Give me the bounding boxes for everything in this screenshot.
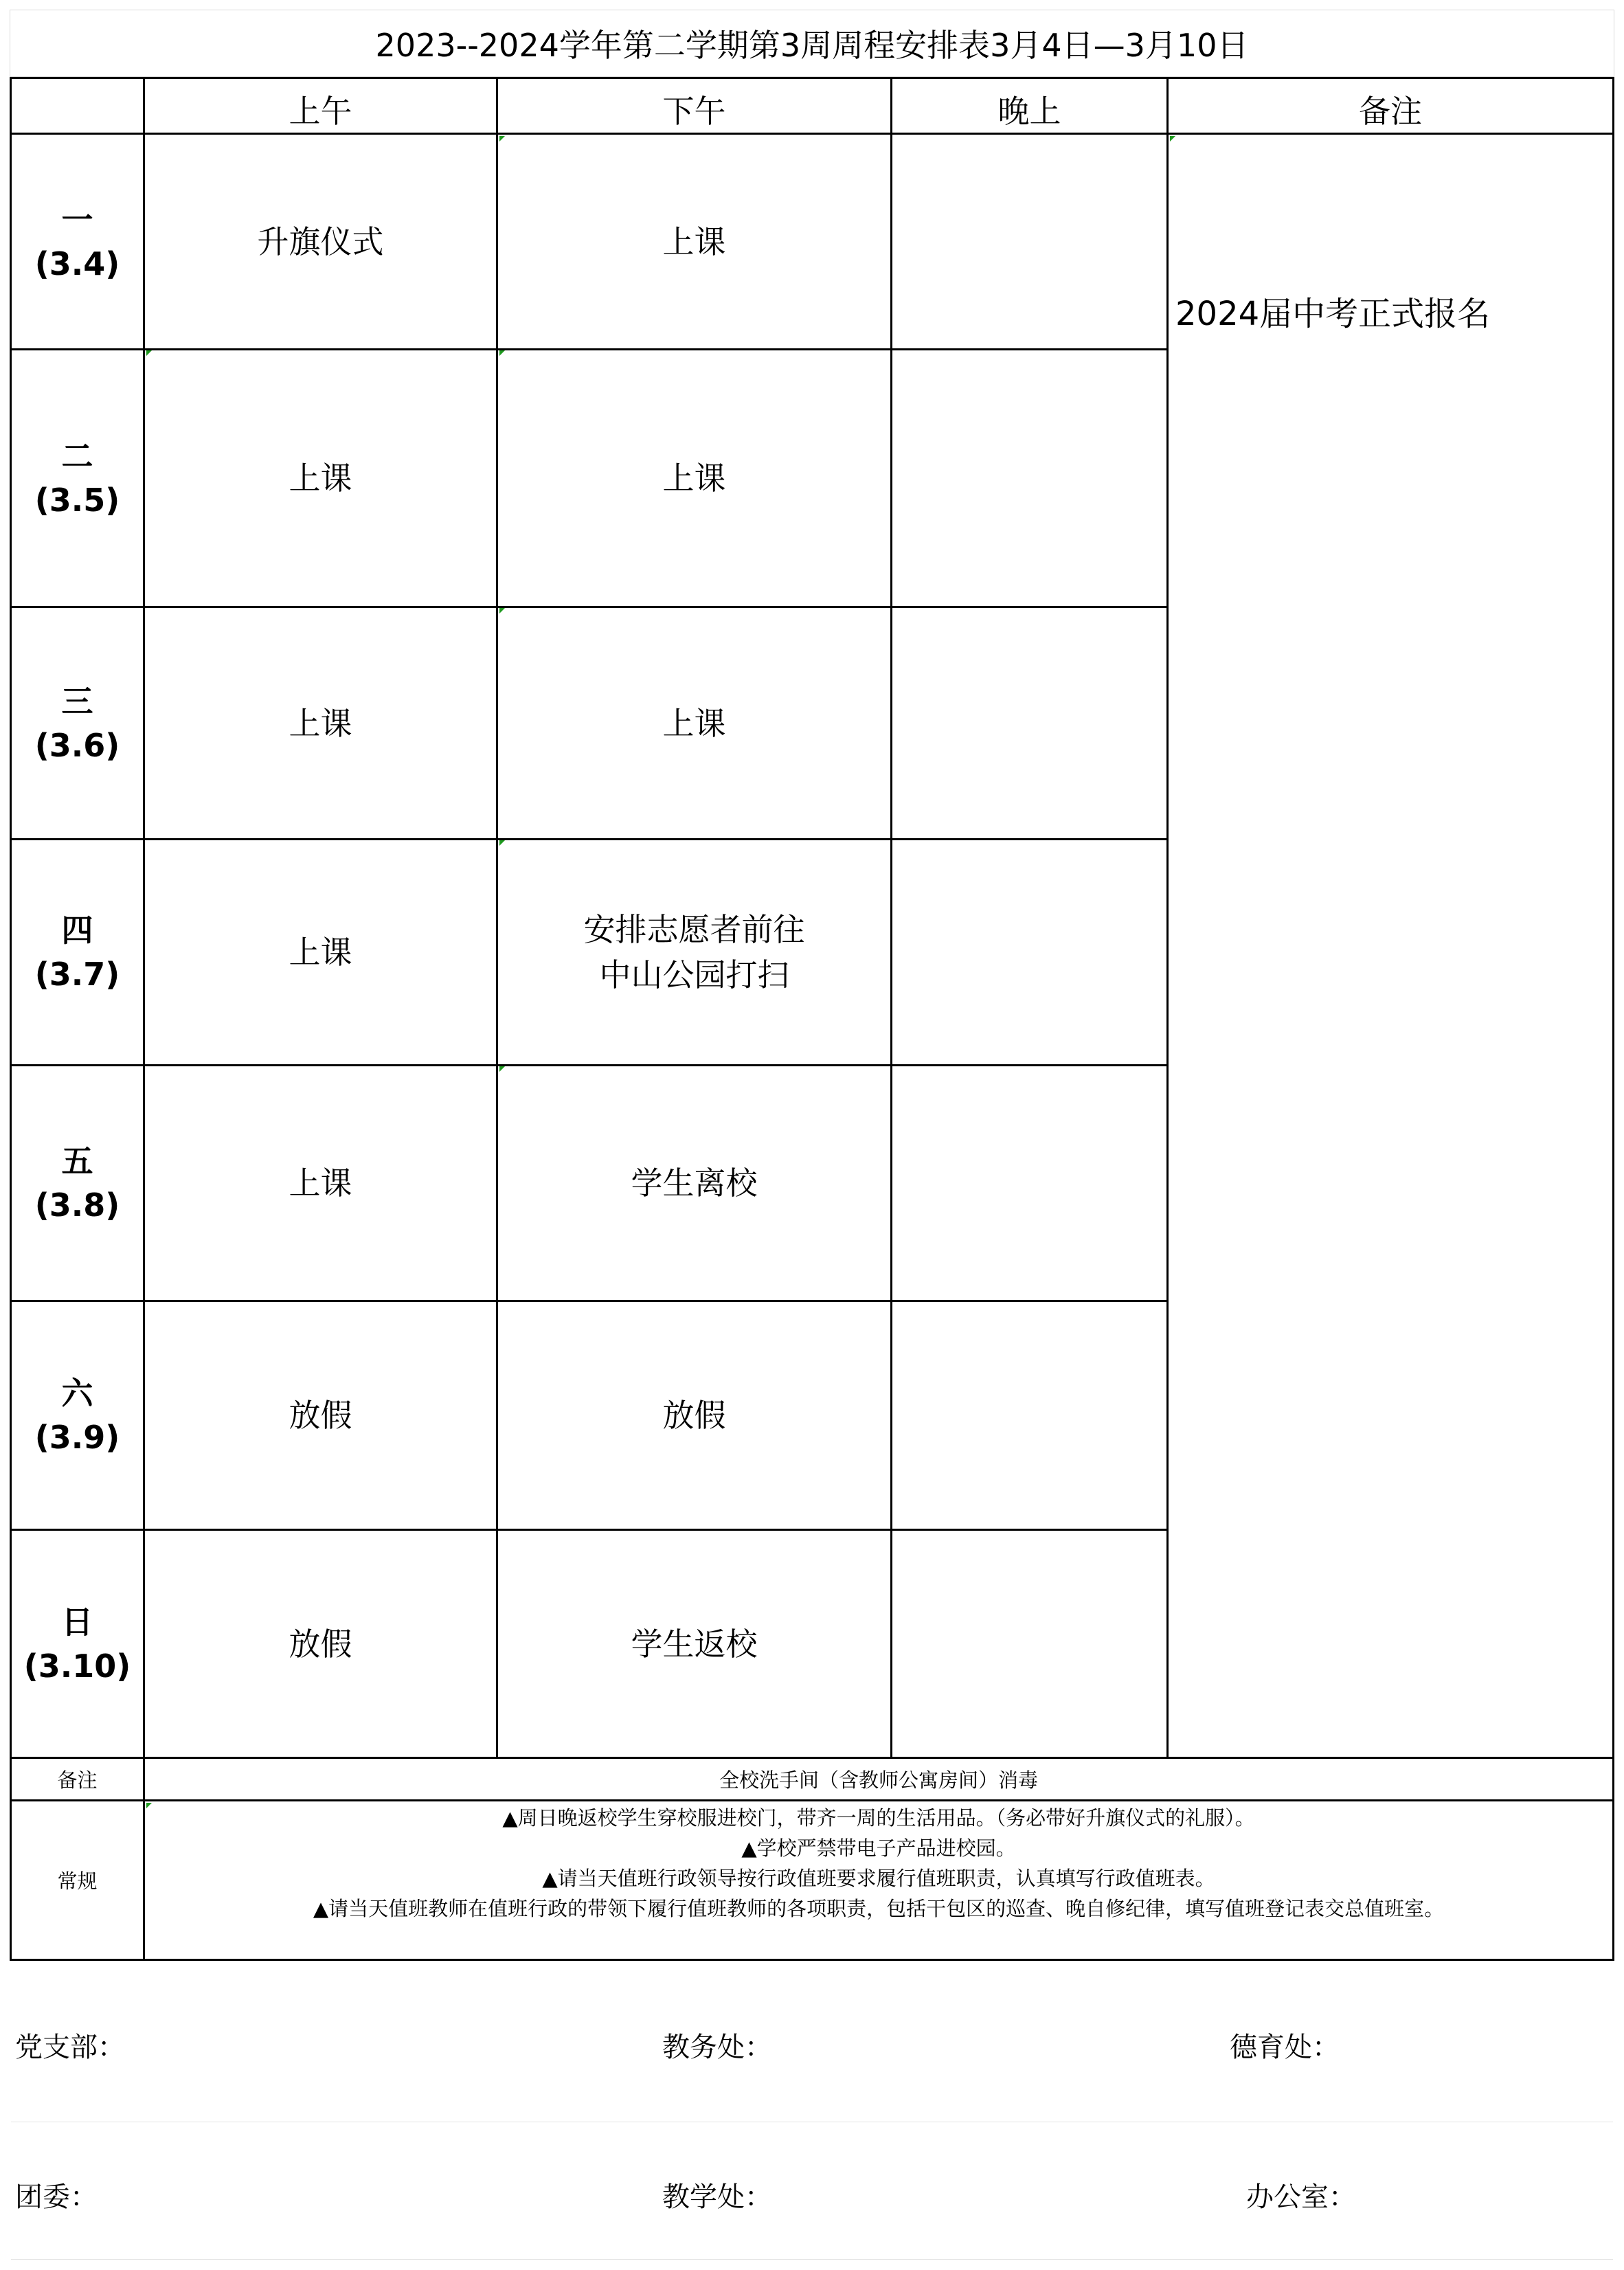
signature-party-branch: 党支部： [15,2032,125,2063]
comment-marker [499,1066,505,1072]
afternoon-text: 学生离校 [631,1165,758,1202]
morning-cell [145,350,498,608]
morning-cell [145,1531,498,1759]
day-label-cell [10,840,145,1066]
afternoon-text: 上课 [662,223,726,260]
afternoon-line: 中山公园打扫 [599,956,789,993]
header-blank [10,77,145,135]
evening-cell [892,1531,1169,1759]
afternoon-text: 上课 [662,704,726,742]
signature-youth-league: 团委： [15,2181,98,2213]
morning-cell [145,135,498,350]
day-label-cell [10,350,145,608]
weekday: 二 [61,438,93,475]
afternoon-cell [498,1531,892,1759]
morning-text: 放假 [289,1397,352,1434]
evening-cell [892,350,1169,608]
day-label-cell [10,1531,145,1759]
date: (3.7) [34,956,120,993]
morning-text: 上课 [289,460,352,497]
date: (3.9) [34,1419,120,1456]
comment-marker [499,136,505,142]
signature-moral-education: 德育处： [1230,2032,1340,2063]
afternoon-cell [498,1302,892,1531]
evening-cell [892,1066,1169,1302]
evening-cell [892,608,1169,840]
morning-cell [145,1302,498,1531]
signature-academic-affairs: 教务处： [662,2032,772,2063]
routine-line: ▲请当天值班行政领导按行政值班要求履行值班职责，认真填写行政值班表。 [542,1867,1215,1890]
weekday: 日 [61,1603,93,1641]
header-notes: 备注 [1169,77,1614,135]
morning-text: 上课 [289,1165,352,1202]
remarks-label: 备注 [10,1759,145,1801]
signature-general-office: 办公室： [1246,2181,1356,2213]
morning-text: 上课 [289,934,352,971]
routine-line: ▲学校严禁带电子产品进校园。 [741,1836,1016,1860]
date: (3.6) [34,726,120,764]
afternoon-cell [498,608,892,840]
afternoon-text: 学生返校 [631,1625,758,1663]
comment-marker [146,1803,152,1808]
weekday: 六 [61,1375,93,1412]
weekday: 四 [61,912,93,949]
comment-marker [499,350,505,356]
week-note-text: 2024届中考正式报名 [1175,295,1491,333]
day-label-cell [10,608,145,840]
afternoon-line: 安排志愿者前往 [583,911,805,948]
afternoon-text: 放假 [662,1397,726,1434]
routine-rules [145,1801,1614,1961]
routine-line: ▲请当天值班教师在值班行政的带领下履行值班教师的各项职责，包括干包区的巡查、晚自修纪律，填写值班登记表交总值班室。 [313,1897,1445,1920]
afternoon-cell [498,350,892,608]
date: (3.10) [23,1647,131,1685]
header-afternoon: 下午 [498,77,892,135]
morning-cell [145,840,498,1066]
sheet-title: 2023--2024学年第二学期第3周周程安排表3月4日—3月10日 [10,10,1614,77]
comment-marker [499,840,505,846]
signature-divider [11,2259,1613,2260]
weekday: 一 [61,201,93,238]
routine-line: ▲周日晚返校学生穿校服进校门，带齐一周的生活用品。（务必带好升旗仪式的礼服）。 [502,1806,1255,1830]
morning-cell [145,608,498,840]
morning-cell [145,1066,498,1302]
signature-teaching-office: 教学处： [662,2181,772,2213]
remarks-text: 全校洗手间（含教师公寓房间）消毒 [145,1759,1614,1801]
day-label-cell [10,1302,145,1531]
morning-text: 放假 [289,1625,352,1663]
header-morning: 上午 [145,77,498,135]
comment-marker [1170,136,1175,142]
weekday: 三 [61,682,93,720]
evening-cell [892,1302,1169,1531]
day-label-cell [10,1066,145,1302]
date: (3.8) [34,1187,120,1224]
comment-marker [146,350,152,356]
weekday: 五 [61,1143,93,1180]
date: (3.4) [34,245,120,282]
routine-label: 常规 [10,1801,145,1961]
evening-cell [892,840,1169,1066]
afternoon-cell [498,1066,892,1302]
week-note-cell [1169,135,1614,1759]
afternoon-cell [498,840,892,1066]
morning-text: 上课 [289,704,352,742]
evening-cell [892,135,1169,350]
header-evening: 晚上 [892,77,1169,135]
day-label-cell [10,135,145,350]
date: (3.5) [34,482,120,519]
comment-marker [499,608,505,614]
morning-text: 升旗仪式 [257,223,384,260]
afternoon-cell [498,135,892,350]
afternoon-text: 上课 [662,460,726,497]
